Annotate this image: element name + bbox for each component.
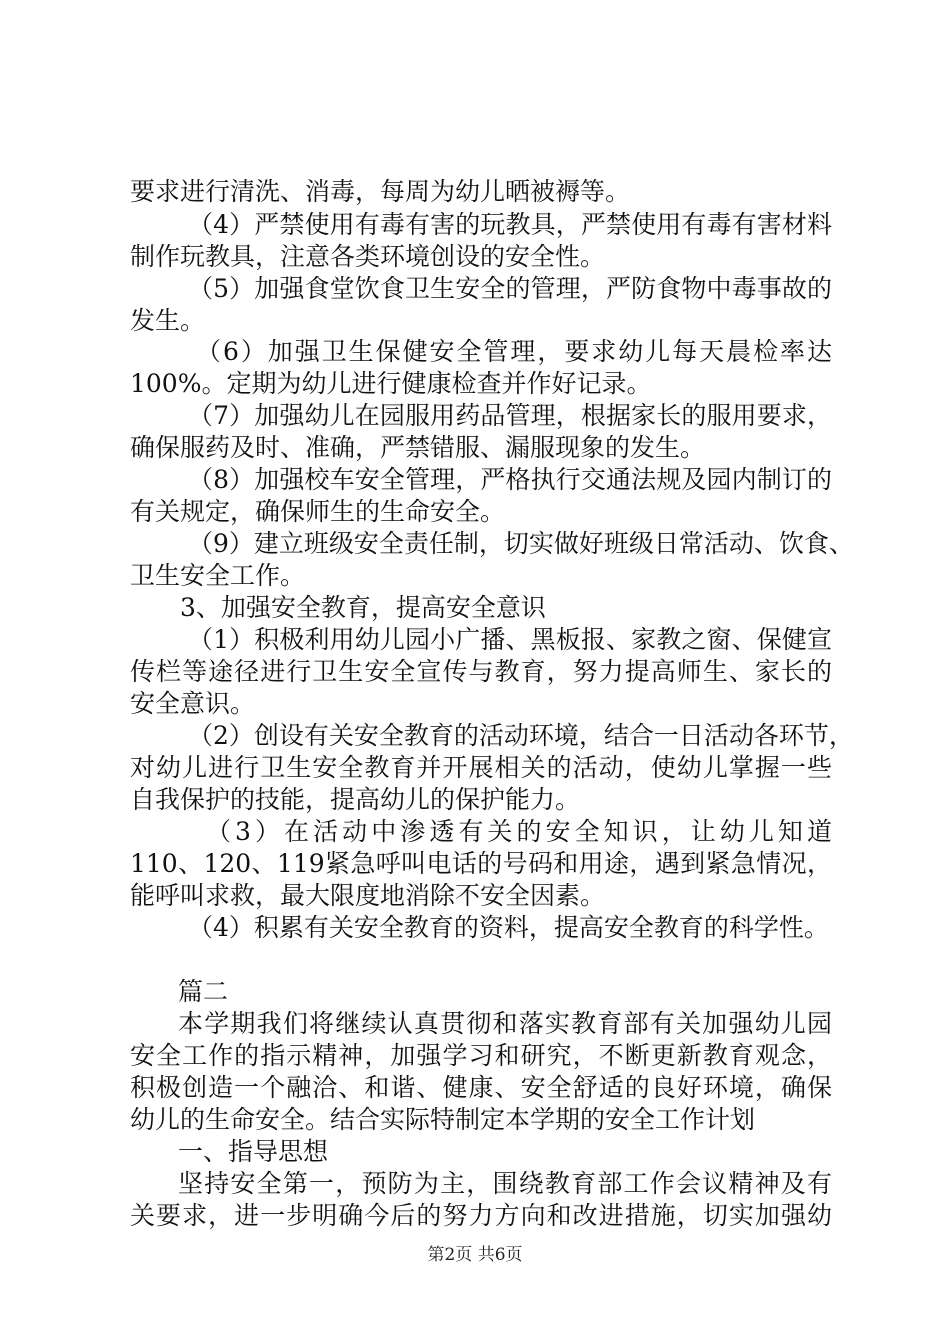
text-line: 要求进行清洗、消毒，每周为幼儿晒被褥等。 — [130, 177, 631, 206]
section-heading: 3、加强安全教育，提高安全意识 — [180, 593, 546, 622]
text-line: 确保服药及时、准确，严禁错服、漏服现象的发生。 — [130, 433, 706, 462]
text-line: （7）加强幼儿在园服用药品管理，根据家长的服用要求， — [188, 401, 832, 430]
text-line: 100%。定期为幼儿进行健康检查并作好记录。 — [130, 369, 652, 398]
text-line: （8）加强校车安全管理，严格执行交通法规及园内制订的 — [188, 465, 832, 494]
text-line: （6）加强卫生保健安全管理，要求幼儿每天晨检率达 — [196, 337, 832, 366]
page-footer: 第2页 共6页 — [427, 1245, 523, 1265]
text-line: （1）积极利用幼儿园小广播、黑板报、家教之窗、保健宣 — [188, 625, 832, 654]
text-line: 传栏等途径进行卫生安全宣传与教育，努力提高师生、家长的 — [130, 657, 832, 686]
text-line: 110、120、119紧急呼叫电话的号码和用途，遇到紧急情况， — [130, 849, 832, 878]
text-line: 幼儿的生命安全。结合实际特制定本学期的安全工作计划 — [130, 1105, 756, 1134]
text-line: 本学期我们将继续认真贯彻和落实教育部有关加强幼儿园 — [178, 1009, 832, 1038]
text-line: 关要求，进一步明确今后的努力方向和改进措施，切实加强幼 — [130, 1201, 832, 1230]
text-line: 自我保护的技能，提高幼儿的保护能力。 — [130, 785, 581, 814]
section-heading: 一、指导思想 — [178, 1137, 329, 1166]
text-line: 卫生安全工作。 — [130, 561, 306, 590]
text-line: 能呼叫求救，最大限度地消除不安全因素。 — [130, 881, 606, 910]
text-line: 坚持安全第一，预防为主，围绕教育部工作会议精神及有 — [178, 1169, 832, 1198]
text-line: （4）积累有关安全教育的资料，提高安全教育的科学性。 — [188, 913, 829, 942]
text-line: 积极创造一个融洽、和谐、健康、安全舒适的良好环境，确保 — [130, 1073, 832, 1102]
text-line: （5）加强食堂饮食卫生安全的管理，严防食物中毒事故的 — [188, 274, 832, 303]
text-line: （3）在活动中渗透有关的安全知识，让幼儿知道 — [206, 817, 832, 846]
text-line: 对幼儿进行卫生安全教育并开展相关的活动，使幼儿掌握一些 — [130, 753, 832, 782]
text-line: 有关规定，确保师生的生命安全。 — [130, 497, 506, 526]
text-line: 安全工作的指示精神，加强学习和研究，不断更新教育观念， — [130, 1041, 832, 1070]
text-line: （2）创设有关安全教育的活动环境，结合一日活动各环节， — [188, 721, 854, 750]
section-title: 篇二 — [178, 977, 229, 1006]
text-line: 发生。 — [130, 306, 206, 335]
text-line: 制作玩教具，注意各类环境创设的安全性。 — [130, 242, 606, 271]
text-line: （9）建立班级安全责任制，切实做好班级日常活动、饮食、 — [188, 529, 854, 558]
text-line: （4）严禁使用有毒有害的玩教具，严禁使用有毒有害材料 — [188, 210, 832, 239]
text-line: 安全意识。 — [130, 689, 256, 718]
